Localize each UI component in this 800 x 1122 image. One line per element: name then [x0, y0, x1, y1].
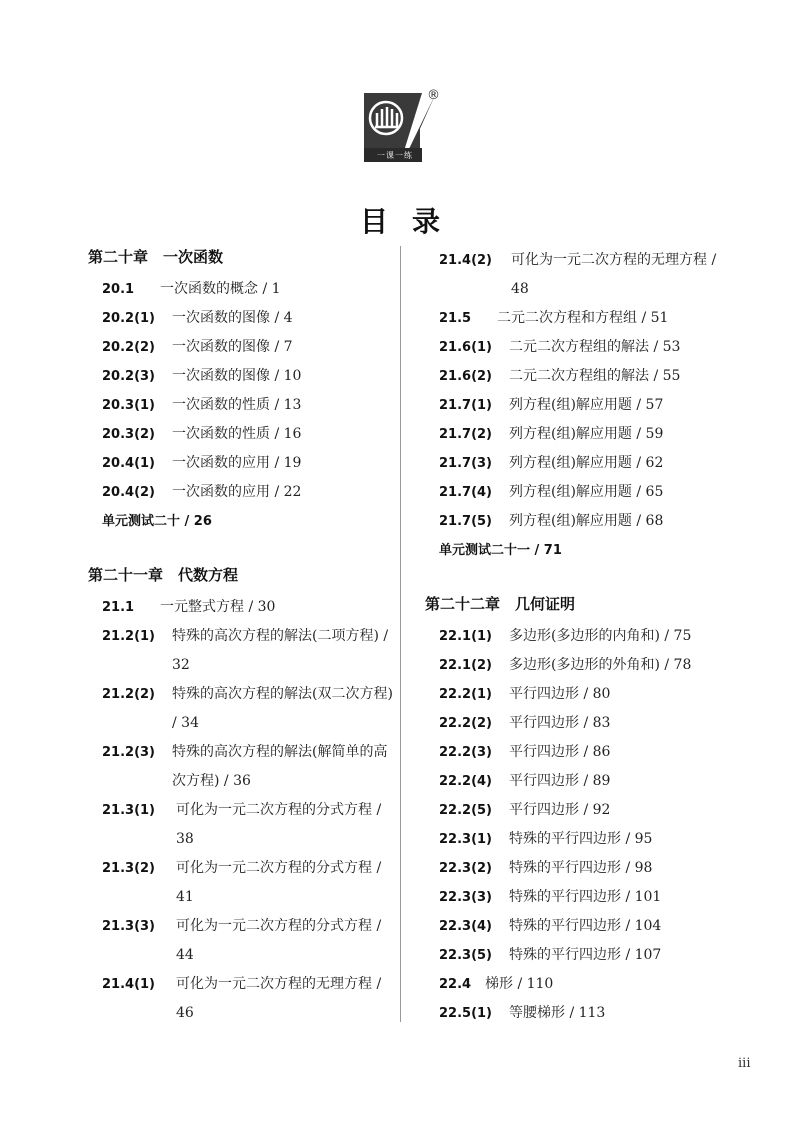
toc-entry[interactable] [88, 420, 393, 449]
section-number: 22.2(2) [439, 716, 493, 731]
section-title: 平行四边形 / 80 [509, 686, 611, 702]
section-number: 20.2(1) [102, 311, 156, 326]
section-title: 可化为一元二次方程的分式方程 / 44 [176, 918, 382, 963]
section-number: 21.7(4) [439, 485, 493, 500]
section-number: 22.2(4) [439, 774, 493, 789]
section-title: 一次函数的概念 / 1 [160, 281, 281, 297]
toc-entry[interactable] [425, 796, 735, 825]
section-number: 22.5(1) [439, 1006, 493, 1021]
section-title: 平行四边形 / 86 [509, 744, 611, 760]
toc-entry[interactable] [425, 767, 735, 796]
section-number: 21.3(2) [102, 861, 156, 876]
toc-entry[interactable] [425, 507, 735, 536]
section-title: 二元二次方程和方程组 / 51 [497, 310, 669, 326]
section-title: 一次函数的性质 / 13 [172, 397, 302, 413]
section-title: 一次函数的应用 / 22 [172, 484, 302, 500]
toc-entry[interactable] [425, 680, 735, 709]
section-title: 平行四边形 / 89 [509, 773, 611, 789]
toc-entry[interactable] [425, 941, 735, 970]
toc-entry[interactable] [425, 738, 735, 767]
section-number: 22.3(1) [439, 832, 493, 847]
chapter-heading: 第二十一章 代数方程 [88, 566, 239, 584]
section-number: 20.3(1) [102, 398, 156, 413]
section-title: 二元二次方程组的解法 / 53 [509, 339, 681, 355]
section-title: 特殊的平行四边形 / 95 [509, 831, 653, 847]
toc-entry[interactable] [88, 449, 393, 478]
toc-entry[interactable] [88, 593, 393, 622]
toc-entry[interactable] [88, 391, 393, 420]
chapter-heading: 第二十二章 几何证明 [425, 595, 576, 613]
section-number: 22.3(5) [439, 948, 493, 963]
column-divider [400, 246, 401, 1022]
section-number: 21.5 [439, 311, 472, 326]
section-title: 一次函数的应用 / 19 [172, 455, 302, 471]
section-title: 可化为一元二次方程的无理方程 / 46 [176, 976, 382, 1021]
section-title: 平行四边形 / 83 [509, 715, 611, 731]
toc-entry[interactable] [88, 738, 393, 796]
toc-entry[interactable] [88, 333, 393, 362]
page-title: 目录 [359, 205, 464, 238]
section-title: 一次函数的图像 / 10 [172, 368, 302, 384]
toc-entry[interactable] [425, 825, 735, 854]
toc-entry[interactable] [425, 883, 735, 912]
section-title: 一次函数的性质 / 16 [172, 426, 302, 442]
section-title: 特殊的高次方程的解法(解简单的高次方程) / 36 [172, 744, 388, 789]
section-number: 21.1 [102, 600, 135, 615]
section-title: 一元整式方程 / 30 [160, 599, 276, 615]
section-number: 22.4 [439, 977, 472, 992]
section-title: 二元二次方程组的解法 / 55 [509, 368, 681, 384]
toc-entry[interactable] [88, 622, 393, 680]
toc-entry[interactable] [88, 680, 393, 738]
page-number: iii [738, 1056, 751, 1071]
section-title: 特殊的平行四边形 / 104 [509, 918, 662, 934]
toc-entry[interactable] [88, 275, 393, 304]
registered-mark: ® [427, 88, 440, 103]
toc-entry[interactable] [425, 246, 735, 304]
toc-entry[interactable] [88, 796, 393, 854]
section-title: 平行四边形 / 92 [509, 802, 611, 818]
section-number: 22.2(1) [439, 687, 493, 702]
section-number: 20.1 [102, 282, 135, 297]
section-number: 21.4(2) [439, 253, 493, 268]
toc-entry[interactable] [88, 304, 393, 333]
chapter-heading: 第二十章 一次函数 [88, 248, 224, 266]
toc-entry[interactable] [425, 854, 735, 883]
toc-entry[interactable] [425, 912, 735, 941]
section-title: 可化为一元二次方程的分式方程 / 41 [176, 860, 382, 905]
section-number: 22.1(2) [439, 658, 493, 673]
brand-logo-text: 一课一练 [377, 151, 413, 160]
section-title: 列方程(组)解应用题 / 68 [509, 513, 664, 529]
section-number: 21.6(2) [439, 369, 493, 384]
section-number: 21.7(5) [439, 514, 493, 529]
section-number: 21.2(3) [102, 745, 156, 760]
section-number: 22.3(3) [439, 890, 493, 905]
section-title: 列方程(组)解应用题 / 57 [509, 397, 664, 413]
section-number: 20.3(2) [102, 427, 156, 442]
section-title: 特殊的平行四边形 / 98 [509, 860, 653, 876]
section-number: 20.4(1) [102, 456, 156, 471]
section-title: 一次函数的图像 / 4 [172, 310, 293, 326]
toc-entry[interactable] [88, 970, 393, 1028]
section-title: 可化为一元二次方程的分式方程 / 38 [176, 802, 382, 847]
unit-test-entry[interactable]: 单元测试二十 / 26 [102, 514, 212, 529]
toc-entry[interactable] [88, 854, 393, 912]
section-number: 22.2(5) [439, 803, 493, 818]
section-number: 22.2(3) [439, 745, 493, 760]
section-number: 22.3(4) [439, 919, 493, 934]
section-title: 多边形(多边形的外角和) / 78 [509, 657, 692, 673]
section-title: 列方程(组)解应用题 / 65 [509, 484, 664, 500]
section-number: 21.7(1) [439, 398, 493, 413]
toc-entry[interactable] [425, 420, 735, 449]
toc-entry[interactable] [425, 478, 735, 507]
section-title: 梯形 / 110 [485, 976, 554, 992]
section-title: 等腰梯形 / 113 [509, 1005, 606, 1021]
toc-entry[interactable] [425, 999, 735, 1028]
unit-test-entry[interactable]: 单元测试二十一 / 71 [439, 543, 562, 558]
section-title: 特殊的平行四边形 / 107 [509, 947, 662, 963]
section-number: 21.7(2) [439, 427, 493, 442]
toc-entry[interactable] [88, 362, 393, 391]
toc-right-column [425, 246, 735, 1028]
section-title: 列方程(组)解应用题 / 59 [509, 426, 664, 442]
toc-entry[interactable] [88, 478, 393, 507]
toc-entry[interactable] [425, 970, 735, 999]
section-number: 21.7(3) [439, 456, 493, 471]
toc-entry[interactable] [425, 333, 735, 362]
section-number: 21.2(1) [102, 629, 156, 644]
section-title: 列方程(组)解应用题 / 62 [509, 455, 664, 471]
toc-entry[interactable] [425, 449, 735, 478]
toc-entry[interactable] [425, 391, 735, 420]
toc-entry[interactable] [425, 651, 735, 680]
section-number: 21.3(1) [102, 803, 156, 818]
section-number: 22.1(1) [439, 629, 493, 644]
toc-entry[interactable] [88, 912, 393, 970]
toc-entry[interactable] [425, 304, 735, 333]
section-number: 21.2(2) [102, 687, 156, 702]
toc-entry[interactable] [425, 362, 735, 391]
section-number: 21.6(1) [439, 340, 493, 355]
toc-entry[interactable] [425, 622, 735, 651]
section-number: 20.2(3) [102, 369, 156, 384]
section-number: 20.4(2) [102, 485, 156, 500]
toc-left-column [88, 246, 393, 1028]
section-number: 22.3(2) [439, 861, 493, 876]
section-title: 多边形(多边形的内角和) / 75 [509, 628, 692, 644]
section-title: 特殊的平行四边形 / 101 [509, 889, 662, 905]
toc-entry[interactable] [425, 709, 735, 738]
brand-logo [360, 93, 440, 173]
section-number: 21.4(1) [102, 977, 156, 992]
section-title: 可化为一元二次方程的无理方程 / 48 [511, 252, 717, 297]
section-title: 一次函数的图像 / 7 [172, 339, 293, 355]
section-title: 特殊的高次方程的解法(双二次方程) / 34 [172, 686, 393, 731]
section-number: 21.3(3) [102, 919, 156, 934]
section-title: 特殊的高次方程的解法(二项方程) / 32 [172, 628, 389, 673]
section-number: 20.2(2) [102, 340, 156, 355]
